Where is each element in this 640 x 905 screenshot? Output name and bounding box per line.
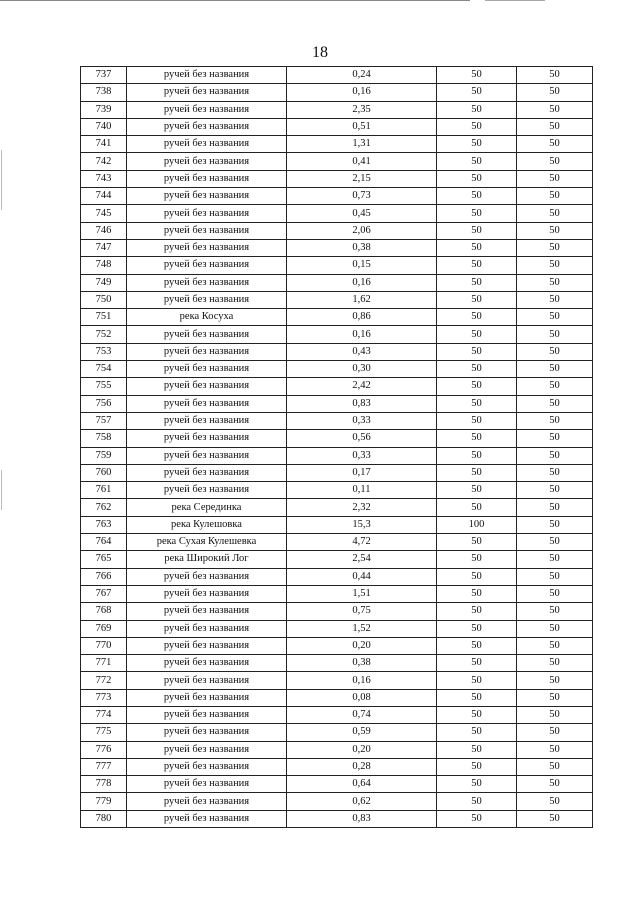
zone-width-cell: 50 xyxy=(437,672,517,689)
water-body-name-cell: ручей без названия xyxy=(127,395,287,412)
zone-width-cell: 50 xyxy=(437,309,517,326)
table-row xyxy=(81,378,593,395)
row-number-cell: 757 xyxy=(81,412,127,429)
length-cell: 0,38 xyxy=(287,655,437,672)
length-cell: 0,17 xyxy=(287,464,437,481)
strip-width-cell: 50 xyxy=(517,689,593,706)
zone-width-cell: 50 xyxy=(437,343,517,360)
table-row xyxy=(81,741,593,758)
zone-width-cell: 50 xyxy=(437,689,517,706)
strip-width-cell: 50 xyxy=(517,516,593,533)
strip-width-cell: 50 xyxy=(517,395,593,412)
zone-width-cell: 50 xyxy=(437,274,517,291)
row-number-cell: 760 xyxy=(81,464,127,481)
table-row xyxy=(81,343,593,360)
water-body-name-cell: ручей без названия xyxy=(127,568,287,585)
water-body-name-cell: ручей без названия xyxy=(127,378,287,395)
water-body-name-cell: ручей без названия xyxy=(127,603,287,620)
water-body-name-cell: ручей без названия xyxy=(127,101,287,118)
top-scan-rule-short xyxy=(485,0,545,1)
zone-width-cell: 50 xyxy=(437,534,517,551)
strip-width-cell: 50 xyxy=(517,222,593,239)
row-number-cell: 768 xyxy=(81,603,127,620)
zone-width-cell: 50 xyxy=(437,482,517,499)
zone-width-cell: 50 xyxy=(437,758,517,775)
row-number-cell: 741 xyxy=(81,136,127,153)
water-body-name-cell: ручей без названия xyxy=(127,758,287,775)
strip-width-cell: 50 xyxy=(517,67,593,84)
strip-width-cell: 50 xyxy=(517,84,593,101)
zone-width-cell: 50 xyxy=(437,188,517,205)
strip-width-cell: 50 xyxy=(517,447,593,464)
table-row xyxy=(81,153,593,170)
zone-width-cell: 50 xyxy=(437,810,517,827)
length-cell: 2,06 xyxy=(287,222,437,239)
strip-width-cell: 50 xyxy=(517,810,593,827)
water-body-name-cell: ручей без названия xyxy=(127,291,287,308)
length-cell: 1,31 xyxy=(287,136,437,153)
length-cell: 0,83 xyxy=(287,395,437,412)
table-row xyxy=(81,188,593,205)
row-number-cell: 779 xyxy=(81,793,127,810)
water-body-name-cell: ручей без названия xyxy=(127,170,287,187)
zone-width-cell: 100 xyxy=(437,516,517,533)
row-number-cell: 739 xyxy=(81,101,127,118)
length-cell: 0,64 xyxy=(287,776,437,793)
zone-width-cell: 50 xyxy=(437,637,517,654)
row-number-cell: 747 xyxy=(81,239,127,256)
length-cell: 0,11 xyxy=(287,482,437,499)
row-number-cell: 755 xyxy=(81,378,127,395)
table-row xyxy=(81,257,593,274)
zone-width-cell: 50 xyxy=(437,378,517,395)
zone-width-cell: 50 xyxy=(437,136,517,153)
table-row xyxy=(81,395,593,412)
water-body-name-cell: ручей без названия xyxy=(127,741,287,758)
table-row xyxy=(81,568,593,585)
table-row xyxy=(81,810,593,827)
table-row xyxy=(81,326,593,343)
water-body-name-cell: ручей без названия xyxy=(127,585,287,602)
water-body-name-cell: ручей без названия xyxy=(127,67,287,84)
table-row xyxy=(81,758,593,775)
strip-width-cell: 50 xyxy=(517,551,593,568)
length-cell: 0,08 xyxy=(287,689,437,706)
length-cell: 15,3 xyxy=(287,516,437,533)
zone-width-cell: 50 xyxy=(437,603,517,620)
zone-width-cell: 50 xyxy=(437,793,517,810)
table-row xyxy=(81,136,593,153)
water-body-name-cell: ручей без названия xyxy=(127,793,287,810)
zone-width-cell: 50 xyxy=(437,67,517,84)
water-body-name-cell: ручей без названия xyxy=(127,447,287,464)
table-row xyxy=(81,672,593,689)
table-row xyxy=(81,689,593,706)
water-body-name-cell: ручей без названия xyxy=(127,153,287,170)
zone-width-cell: 50 xyxy=(437,84,517,101)
length-cell: 1,52 xyxy=(287,620,437,637)
table-row xyxy=(81,706,593,723)
zone-width-cell: 50 xyxy=(437,706,517,723)
strip-width-cell: 50 xyxy=(517,620,593,637)
zone-width-cell: 50 xyxy=(437,585,517,602)
row-number-cell: 743 xyxy=(81,170,127,187)
left-scan-mark xyxy=(1,150,2,210)
strip-width-cell: 50 xyxy=(517,188,593,205)
strip-width-cell: 50 xyxy=(517,205,593,222)
zone-width-cell: 50 xyxy=(437,222,517,239)
strip-width-cell: 50 xyxy=(517,309,593,326)
row-number-cell: 748 xyxy=(81,257,127,274)
strip-width-cell: 50 xyxy=(517,430,593,447)
strip-width-cell: 50 xyxy=(517,343,593,360)
row-number-cell: 744 xyxy=(81,188,127,205)
row-number-cell: 752 xyxy=(81,326,127,343)
table-row xyxy=(81,84,593,101)
zone-width-cell: 50 xyxy=(437,153,517,170)
table-row xyxy=(81,534,593,551)
table-row xyxy=(81,793,593,810)
water-bodies-table xyxy=(80,66,593,828)
length-cell: 2,32 xyxy=(287,499,437,516)
row-number-cell: 776 xyxy=(81,741,127,758)
zone-width-cell: 50 xyxy=(437,118,517,135)
zone-width-cell: 50 xyxy=(437,741,517,758)
strip-width-cell: 50 xyxy=(517,291,593,308)
table-row xyxy=(81,776,593,793)
water-body-name-cell: ручей без названия xyxy=(127,482,287,499)
water-body-name-cell: ручей без названия xyxy=(127,810,287,827)
length-cell: 0,59 xyxy=(287,724,437,741)
length-cell: 0,20 xyxy=(287,741,437,758)
row-number-cell: 746 xyxy=(81,222,127,239)
row-number-cell: 766 xyxy=(81,568,127,585)
length-cell: 0,44 xyxy=(287,568,437,585)
water-body-name-cell: ручей без названия xyxy=(127,257,287,274)
table-row xyxy=(81,499,593,516)
table-row xyxy=(81,291,593,308)
length-cell: 0,43 xyxy=(287,343,437,360)
zone-width-cell: 50 xyxy=(437,464,517,481)
row-number-cell: 745 xyxy=(81,205,127,222)
length-cell: 1,51 xyxy=(287,585,437,602)
length-cell: 0,45 xyxy=(287,205,437,222)
zone-width-cell: 50 xyxy=(437,101,517,118)
water-body-name-cell: ручей без названия xyxy=(127,239,287,256)
length-cell: 0,75 xyxy=(287,603,437,620)
strip-width-cell: 50 xyxy=(517,136,593,153)
strip-width-cell: 50 xyxy=(517,499,593,516)
length-cell: 0,24 xyxy=(287,67,437,84)
zone-width-cell: 50 xyxy=(437,499,517,516)
water-body-name-cell: ручей без названия xyxy=(127,361,287,378)
table-row xyxy=(81,516,593,533)
row-number-cell: 740 xyxy=(81,118,127,135)
table-row xyxy=(81,430,593,447)
length-cell: 2,15 xyxy=(287,170,437,187)
strip-width-cell: 50 xyxy=(517,239,593,256)
zone-width-cell: 50 xyxy=(437,724,517,741)
row-number-cell: 756 xyxy=(81,395,127,412)
row-number-cell: 764 xyxy=(81,534,127,551)
length-cell: 0,73 xyxy=(287,188,437,205)
row-number-cell: 738 xyxy=(81,84,127,101)
length-cell: 0,56 xyxy=(287,430,437,447)
length-cell: 0,33 xyxy=(287,447,437,464)
zone-width-cell: 50 xyxy=(437,568,517,585)
water-body-name-cell: река Серединка xyxy=(127,499,287,516)
water-body-name-cell: река Сухая Кулешевка xyxy=(127,534,287,551)
water-body-name-cell: ручей без названия xyxy=(127,724,287,741)
table-row xyxy=(81,170,593,187)
table-row xyxy=(81,655,593,672)
row-number-cell: 772 xyxy=(81,672,127,689)
table-row xyxy=(81,222,593,239)
left-scan-mark xyxy=(1,470,2,510)
water-body-name-cell: ручей без названия xyxy=(127,776,287,793)
length-cell: 0,86 xyxy=(287,309,437,326)
water-body-name-cell: ручей без названия xyxy=(127,655,287,672)
strip-width-cell: 50 xyxy=(517,326,593,343)
strip-width-cell: 50 xyxy=(517,672,593,689)
length-cell: 0,16 xyxy=(287,274,437,291)
water-body-name-cell: ручей без названия xyxy=(127,430,287,447)
row-number-cell: 771 xyxy=(81,655,127,672)
row-number-cell: 763 xyxy=(81,516,127,533)
zone-width-cell: 50 xyxy=(437,291,517,308)
zone-width-cell: 50 xyxy=(437,170,517,187)
table-row xyxy=(81,101,593,118)
row-number-cell: 762 xyxy=(81,499,127,516)
row-number-cell: 765 xyxy=(81,551,127,568)
strip-width-cell: 50 xyxy=(517,585,593,602)
table-row xyxy=(81,118,593,135)
strip-width-cell: 50 xyxy=(517,568,593,585)
length-cell: 0,16 xyxy=(287,84,437,101)
row-number-cell: 778 xyxy=(81,776,127,793)
zone-width-cell: 50 xyxy=(437,257,517,274)
strip-width-cell: 50 xyxy=(517,603,593,620)
zone-width-cell: 50 xyxy=(437,655,517,672)
strip-width-cell: 50 xyxy=(517,257,593,274)
table-row xyxy=(81,309,593,326)
water-body-name-cell: ручей без названия xyxy=(127,205,287,222)
row-number-cell: 773 xyxy=(81,689,127,706)
length-cell: 2,42 xyxy=(287,378,437,395)
water-body-name-cell: ручей без названия xyxy=(127,637,287,654)
page-number: 18 xyxy=(312,44,328,61)
zone-width-cell: 50 xyxy=(437,239,517,256)
table-row xyxy=(81,412,593,429)
row-number-cell: 754 xyxy=(81,361,127,378)
length-cell: 0,16 xyxy=(287,672,437,689)
top-scan-rule xyxy=(0,0,470,1)
strip-width-cell: 50 xyxy=(517,637,593,654)
row-number-cell: 749 xyxy=(81,274,127,291)
water-body-name-cell: ручей без названия xyxy=(127,188,287,205)
strip-width-cell: 50 xyxy=(517,274,593,291)
strip-width-cell: 50 xyxy=(517,170,593,187)
water-body-name-cell: ручей без названия xyxy=(127,118,287,135)
water-body-name-cell: ручей без названия xyxy=(127,412,287,429)
length-cell: 0,33 xyxy=(287,412,437,429)
water-body-name-cell: ручей без названия xyxy=(127,326,287,343)
zone-width-cell: 50 xyxy=(437,430,517,447)
length-cell: 0,16 xyxy=(287,326,437,343)
table-row xyxy=(81,724,593,741)
strip-width-cell: 50 xyxy=(517,464,593,481)
row-number-cell: 759 xyxy=(81,447,127,464)
zone-width-cell: 50 xyxy=(437,326,517,343)
water-body-name-cell: ручей без названия xyxy=(127,343,287,360)
zone-width-cell: 50 xyxy=(437,412,517,429)
length-cell: 0,28 xyxy=(287,758,437,775)
table-row xyxy=(81,361,593,378)
water-body-name-cell: река Косуха xyxy=(127,309,287,326)
strip-width-cell: 50 xyxy=(517,378,593,395)
length-cell: 4,72 xyxy=(287,534,437,551)
water-body-name-cell: ручей без названия xyxy=(127,222,287,239)
row-number-cell: 761 xyxy=(81,482,127,499)
strip-width-cell: 50 xyxy=(517,412,593,429)
table-row xyxy=(81,620,593,637)
strip-width-cell: 50 xyxy=(517,655,593,672)
row-number-cell: 769 xyxy=(81,620,127,637)
row-number-cell: 750 xyxy=(81,291,127,308)
table-row xyxy=(81,637,593,654)
table-row xyxy=(81,239,593,256)
row-number-cell: 742 xyxy=(81,153,127,170)
zone-width-cell: 50 xyxy=(437,205,517,222)
zone-width-cell: 50 xyxy=(437,620,517,637)
water-body-name-cell: река Широкий Лог xyxy=(127,551,287,568)
water-body-name-cell: ручей без названия xyxy=(127,136,287,153)
row-number-cell: 775 xyxy=(81,724,127,741)
table-row xyxy=(81,447,593,464)
row-number-cell: 751 xyxy=(81,309,127,326)
length-cell: 0,62 xyxy=(287,793,437,810)
zone-width-cell: 50 xyxy=(437,776,517,793)
length-cell: 0,20 xyxy=(287,637,437,654)
table-row xyxy=(81,482,593,499)
table-row xyxy=(81,205,593,222)
table-body xyxy=(81,67,593,828)
length-cell: 2,54 xyxy=(287,551,437,568)
length-cell: 0,30 xyxy=(287,361,437,378)
table-row xyxy=(81,603,593,620)
strip-width-cell: 50 xyxy=(517,482,593,499)
strip-width-cell: 50 xyxy=(517,758,593,775)
table-row xyxy=(81,67,593,84)
strip-width-cell: 50 xyxy=(517,724,593,741)
water-body-name-cell: ручей без названия xyxy=(127,274,287,291)
length-cell: 2,35 xyxy=(287,101,437,118)
row-number-cell: 767 xyxy=(81,585,127,602)
length-cell: 0,41 xyxy=(287,153,437,170)
row-number-cell: 774 xyxy=(81,706,127,723)
zone-width-cell: 50 xyxy=(437,551,517,568)
strip-width-cell: 50 xyxy=(517,118,593,135)
water-body-name-cell: ручей без названия xyxy=(127,620,287,637)
length-cell: 1,62 xyxy=(287,291,437,308)
strip-width-cell: 50 xyxy=(517,534,593,551)
zone-width-cell: 50 xyxy=(437,361,517,378)
water-body-name-cell: ручей без названия xyxy=(127,672,287,689)
length-cell: 0,74 xyxy=(287,706,437,723)
table-row xyxy=(81,274,593,291)
zone-width-cell: 50 xyxy=(437,447,517,464)
strip-width-cell: 50 xyxy=(517,776,593,793)
row-number-cell: 780 xyxy=(81,810,127,827)
strip-width-cell: 50 xyxy=(517,153,593,170)
length-cell: 0,15 xyxy=(287,257,437,274)
water-body-name-cell: ручей без названия xyxy=(127,464,287,481)
length-cell: 0,51 xyxy=(287,118,437,135)
water-body-name-cell: ручей без названия xyxy=(127,84,287,101)
strip-width-cell: 50 xyxy=(517,706,593,723)
row-number-cell: 753 xyxy=(81,343,127,360)
table-row xyxy=(81,551,593,568)
strip-width-cell: 50 xyxy=(517,101,593,118)
strip-width-cell: 50 xyxy=(517,741,593,758)
strip-width-cell: 50 xyxy=(517,361,593,378)
table-row xyxy=(81,585,593,602)
row-number-cell: 737 xyxy=(81,67,127,84)
row-number-cell: 770 xyxy=(81,637,127,654)
water-body-name-cell: река Кулешовка xyxy=(127,516,287,533)
table-row xyxy=(81,464,593,481)
length-cell: 0,83 xyxy=(287,810,437,827)
strip-width-cell: 50 xyxy=(517,793,593,810)
row-number-cell: 758 xyxy=(81,430,127,447)
row-number-cell: 777 xyxy=(81,758,127,775)
zone-width-cell: 50 xyxy=(437,395,517,412)
water-body-name-cell: ручей без названия xyxy=(127,689,287,706)
length-cell: 0,38 xyxy=(287,239,437,256)
water-body-name-cell: ручей без названия xyxy=(127,706,287,723)
